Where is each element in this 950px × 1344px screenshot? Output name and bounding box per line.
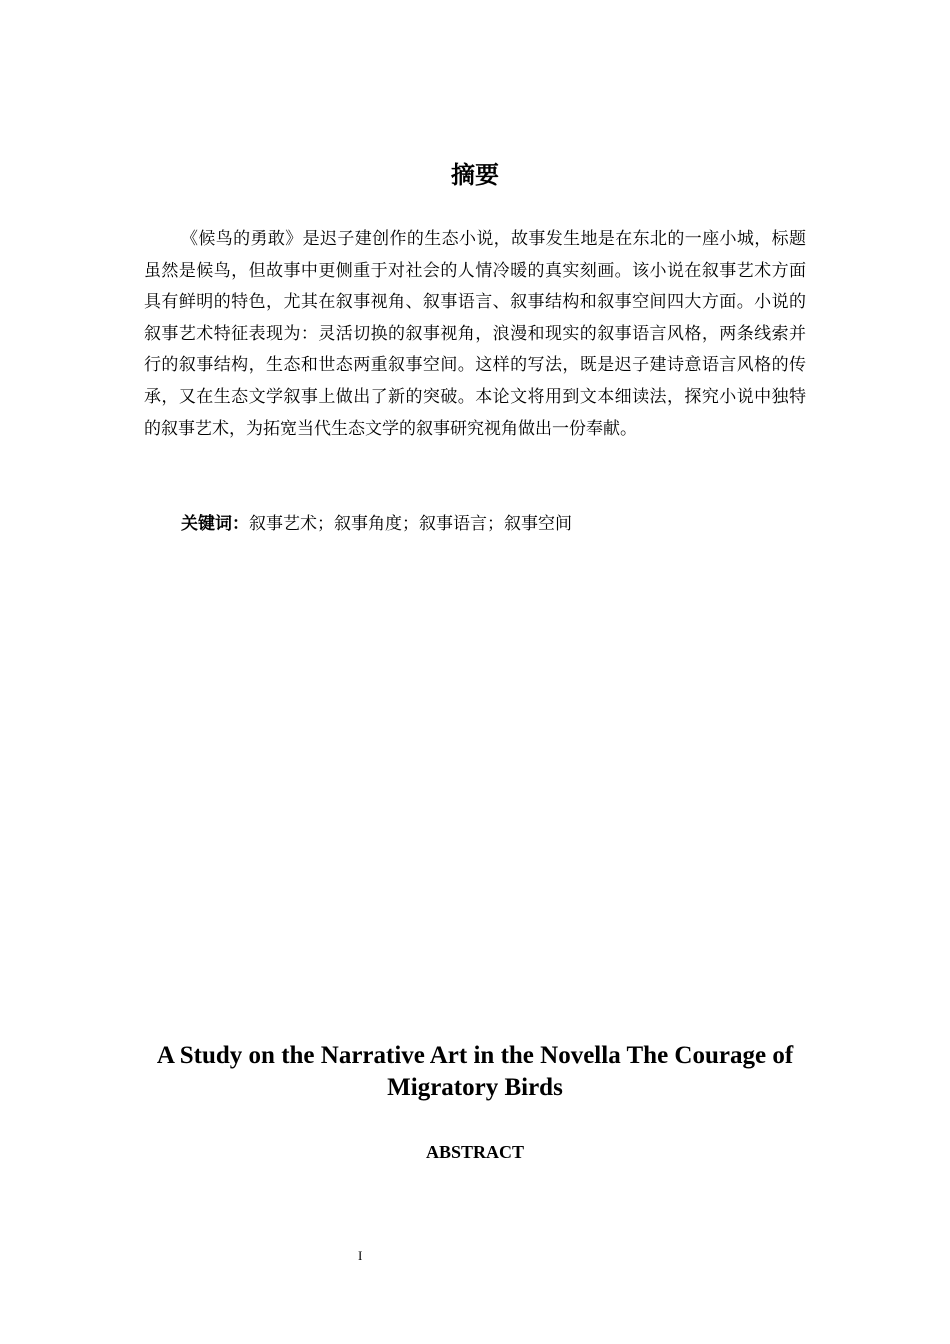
keywords-label: 关键词： — [181, 514, 249, 534]
abstract-heading: ABSTRACT — [425, 1142, 525, 1162]
keywords-text: 叙事艺术；叙事角度；叙事语言；叙事空间 — [249, 514, 572, 534]
page-number: I — [358, 1248, 363, 1263]
english-title: A Study on the Narrative Art in the Novella The Courage of Migratory Birds — [156, 1042, 794, 1101]
chinese-abstract-body: 《候鸟的勇敢》是迟子建创作的生态小说，故事发生地是在东北的一座小城，标题虽然是候鸟，但故事中更侧重于对社会的人情冷暖的真实刻画。该小说在叙事艺术方面具有鲜明的特色，尤其在叙事视角、叙事语言、叙事结构和叙事空间四大方面。小说的叙事艺术特征表现为：灵活切换的叙事视角，浪漫和现实的叙事语言风格，两条线索并行的叙事结构，生态和世态两重叙事空间。这样的写法，既是迟子建诗意语言风格的传承，又在生态文学叙事上做出了新的突破。本论文将用到文本细读法，探究小说中独特的叙事艺术，为拓宽当代生态文学的叙事研究视角做出一份奉献。 — [144, 229, 806, 439]
keywords-line — [181, 508, 806, 540]
chinese-abstract-title: 摘要 — [451, 161, 499, 189]
